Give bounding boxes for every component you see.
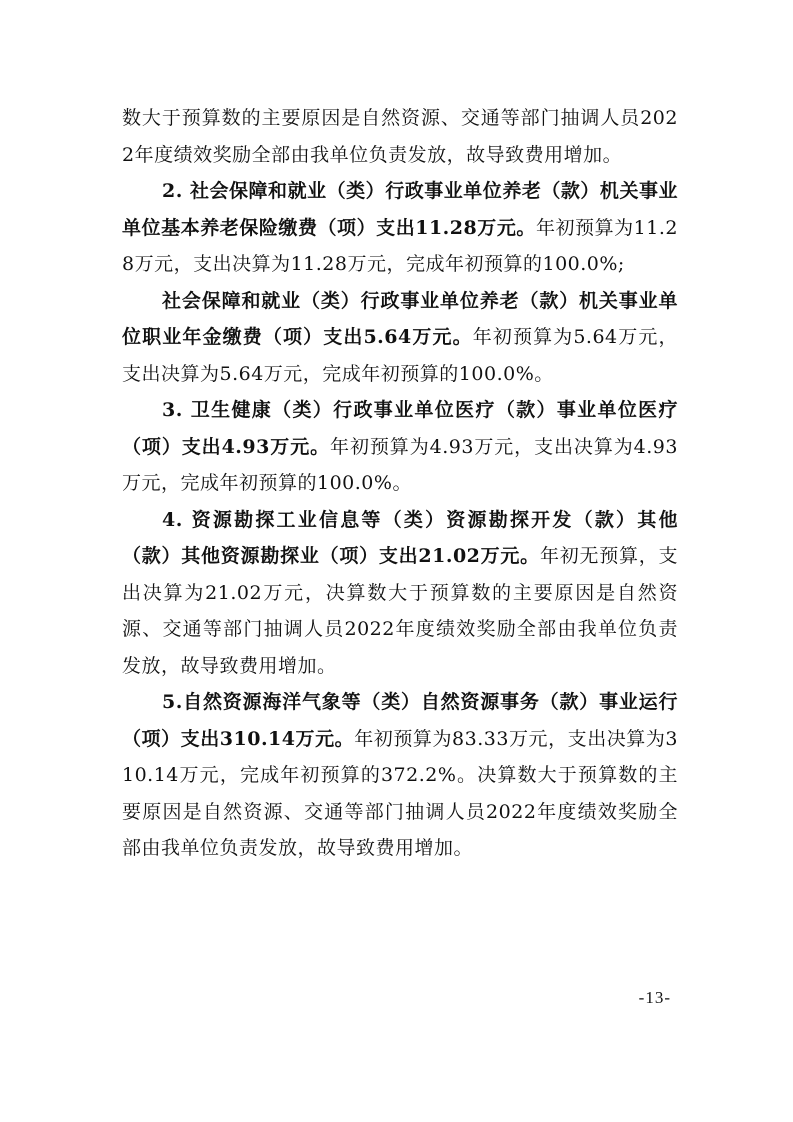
paragraph-continuation	[122, 100, 678, 173]
paragraph-item-2	[122, 173, 678, 283]
paragraph-text: 年初预算为5.64万元，支出决算为5.64万元，完成年初预算的100.0%。	[122, 326, 678, 385]
paragraph-heading: 5.自然资源海洋气象等（类）自然资源事务（款）事业运行（项）支出310.14万元。	[122, 691, 678, 750]
paragraph-item-5	[122, 684, 678, 867]
paragraph-text: 年初预算为11.28万元，支出决算为11.28万元，完成年初预算的100.0%;	[122, 216, 678, 275]
paragraph-text: 数大于预算数的主要原因是自然资源、交通等部门抽调人员2022年度绩效奖励全部由我单位负责发放，故导致费用增加。	[122, 107, 678, 166]
paragraph-item-2-sub	[122, 283, 678, 393]
paragraph-text: 年初预算为83.33万元，支出决算为310.14万元，完成年初预算的372.2%。决算数大于预算数的主要原因是自然资源、交通等部门抽调人员2022年度绩效奖励全部由我单位负责发放，故导致费用增加。	[122, 727, 679, 859]
paragraph-heading: 社会保障和就业（类）行政事业单位养老（款）机关事业单位职业年金缴费（项）支出5.64万元。	[122, 289, 678, 348]
paragraph-item-3	[122, 392, 678, 502]
document-body	[122, 100, 678, 867]
page-number: -13-	[638, 988, 671, 1007]
paragraph-heading: 4. 资源勘探工业信息等（类）资源勘探开发（款）其他（款）其他资源勘探业（项）支出21.02万元。	[122, 508, 678, 567]
paragraph-heading: 2. 社会保障和就业（类）行政事业单位养老（款）机关事业单位基本养老保险缴费（项）支出11.28万元。	[122, 180, 678, 239]
paragraph-item-4	[122, 502, 678, 685]
paragraph-heading: 3. 卫生健康（类）行政事业单位医疗（款）事业单位医疗（项）支出4.93万元。	[122, 399, 678, 458]
paragraph-text: 年初预算为4.93万元，支出决算为4.93万元，完成年初预算的100.0%。	[122, 435, 678, 494]
paragraph-text: 年初无预算，支出决算为21.02万元，决算数大于预算数的主要原因是自然资源、交通等部门抽调人员2022年度绩效奖励全部由我单位负责发放，故导致费用增加。	[122, 545, 678, 677]
